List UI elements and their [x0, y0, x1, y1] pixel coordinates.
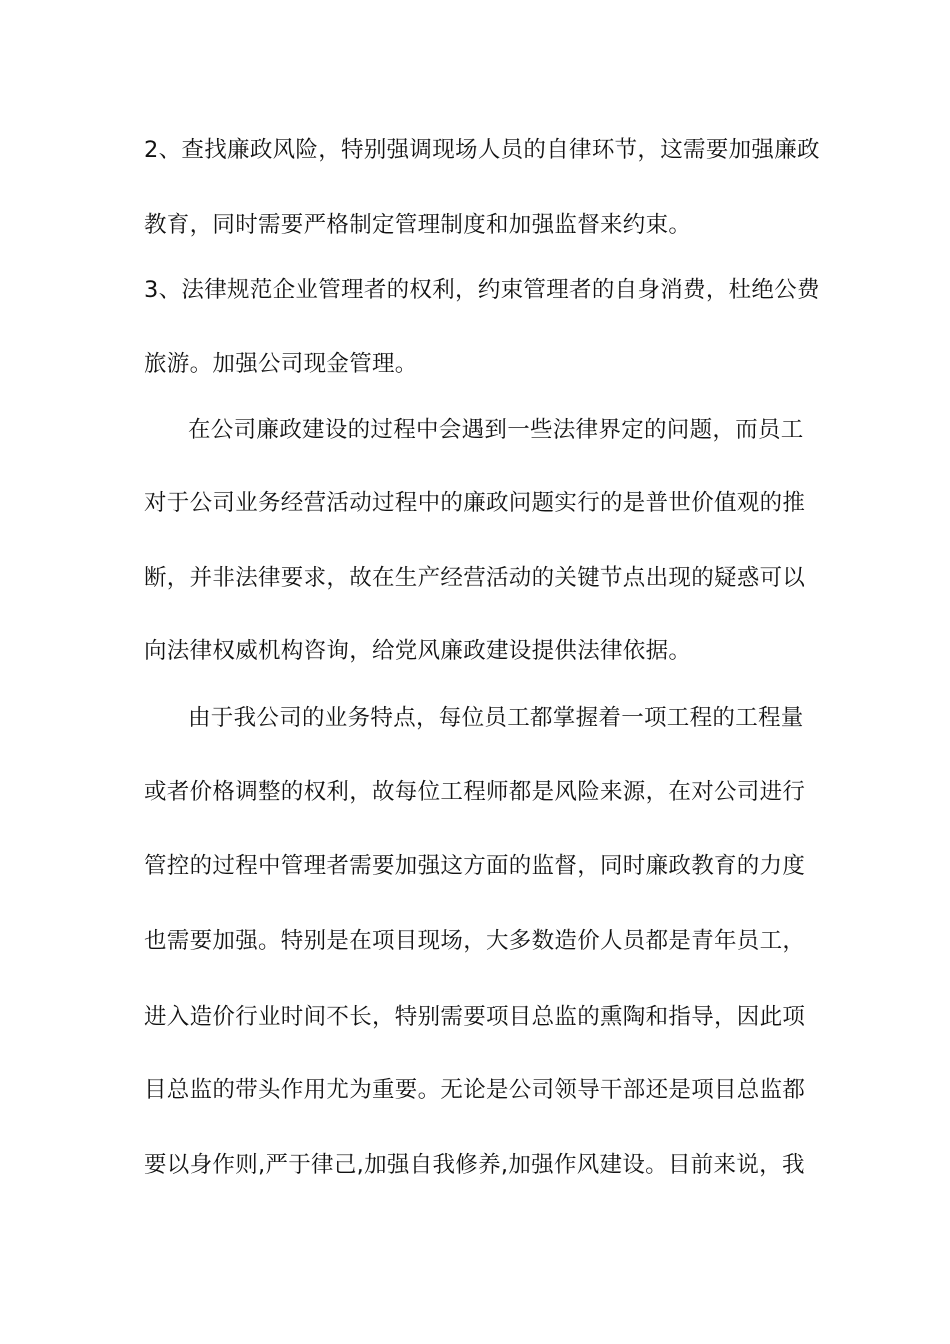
text-line: 2、查找廉政风险，特别强调现场人员的自律环节，这需要加强廉政	[144, 137, 820, 163]
text-line: 或者价格调整的权利，故每位工程师都是风险来源，在对公司进行	[144, 779, 806, 805]
text-line: 旅游。加强公司现金管理。	[144, 351, 418, 377]
text-line: 3、法律规范企业管理者的权利，约束管理者的自身消费，杜绝公费	[144, 277, 820, 303]
text-line: 进入造价行业时间不长，特别需要项目总监的熏陶和指导，因此项	[144, 1004, 806, 1030]
text-line: 在公司廉政建设的过程中会遇到一些法律界定的问题，而员工	[188, 417, 804, 443]
text-line: 对于公司业务经营活动过程中的廉政问题实行的是普世价值观的推	[144, 490, 806, 516]
text-line: 管控的过程中管理者需要加强这方面的监督，同时廉政教育的力度	[144, 853, 806, 879]
text-line: 断，并非法律要求，故在生产经营活动的关键节点出现的疑惑可以	[144, 565, 806, 591]
text-line: 也需要加强。特别是在项目现场，大多数造价人员都是青年员工，	[144, 928, 806, 954]
text-line: 由于我公司的业务特点，每位员工都掌握着一项工程的工程量	[188, 705, 804, 731]
text-line: 向法律权威机构咨询，给党风廉政建设提供法律依据。	[144, 638, 692, 664]
text-line: 要以身作则,严于律己,加强自我修养,加强作风建设。目前来说，我	[144, 1152, 805, 1178]
text-line: 目总监的带头作用尤为重要。无论是公司领导干部还是项目总监都	[144, 1077, 806, 1103]
text-line: 教育，同时需要严格制定管理制度和加强监督来约束。	[144, 212, 692, 238]
